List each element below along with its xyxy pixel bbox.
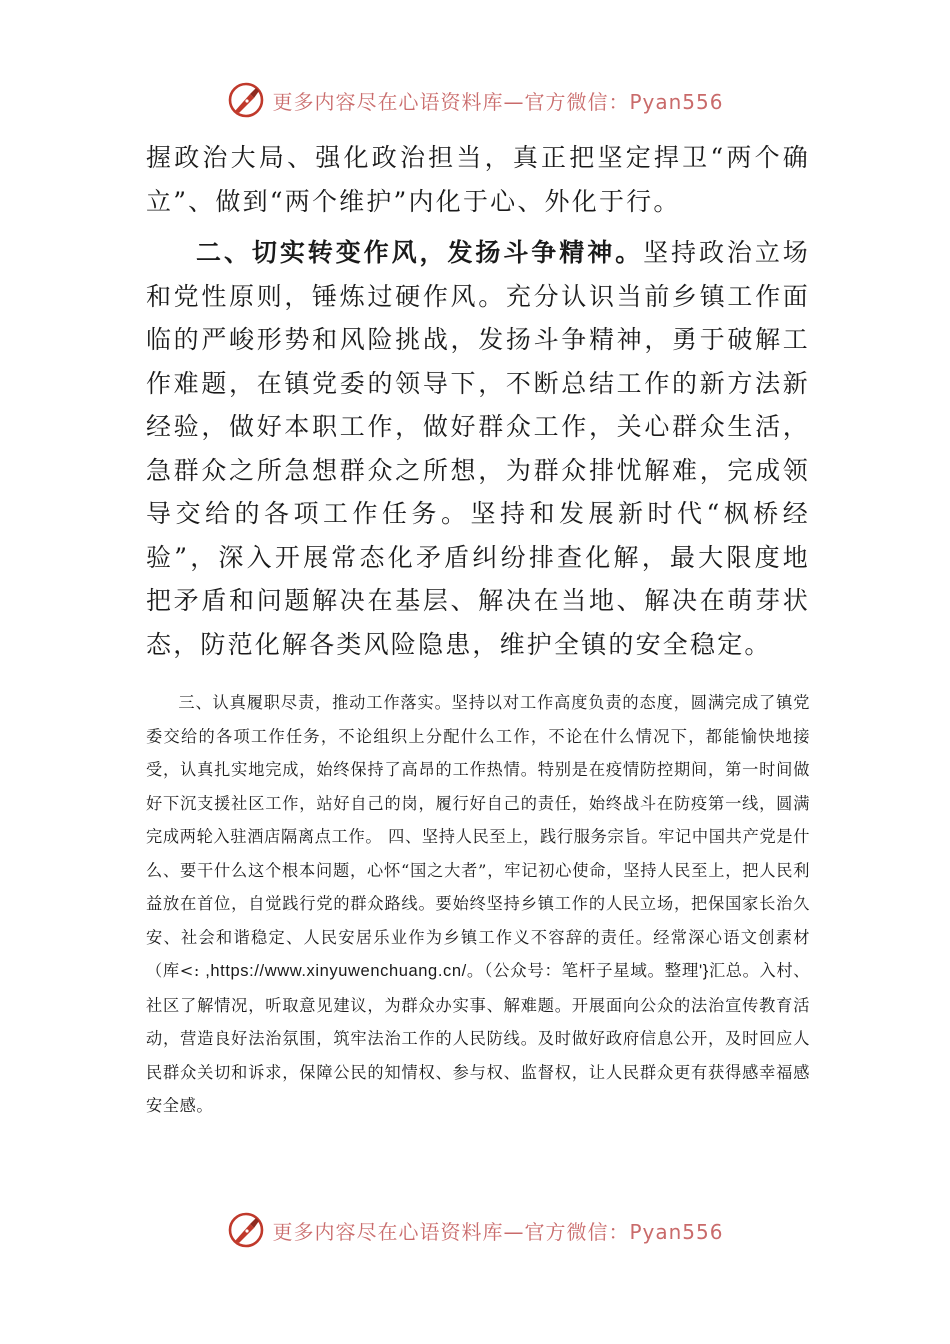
section-two-text: 坚持政治立场和党性原则，锤炼过硬作风。充分认识当前乡镇工作面临的严峻形势和风险挑战，发扬斗争精神，勇于破解工作难题，在镇党委的领导下，不断总结工作的新方法新经验，做好本职工作，做好群众工作，关心群众生活，急群众之所急想群众之所想，为群众排忧解难，完成领导交给的各项工作任务。坚持和发展新时代“枫桥经验”，深入开展常态化矛盾纠纷排查化解，最大限度地把矛盾和问题解决在基层、解决在当地、解决在萌芽状态，防范化解各类风险隐患，维护全镇的安全稳定。 [146, 238, 811, 659]
header-banner [0, 78, 950, 122]
paragraph-continuation: 握政治大局、强化政治担当，真正把坚定捍卫“两个确立”、做到“两个维护”内化于心、外化于行。 [146, 143, 810, 216]
footer-banner [0, 1208, 950, 1252]
pen-nib-logo-icon [226, 1210, 266, 1250]
document-body-small [146, 686, 810, 1123]
section-four-continued-text: 汇总。入村、社区了解情况，听取意见建议，为群众办实事、解难题。开展面向公众的法治宣传教育活动，营造良好法治氛围，筑牢法治工作的人民防线。及时做好政府信息公开，及时回应人民群众关切和诉求，保障公民的知情权、参与权、监督权，让人民群众更有获得感幸福感安全感。 [146, 961, 811, 1115]
section-three-four-text: 三、认真履职尽责，推动工作落实。坚持以对工作高度负责的态度，圆满完成了镇党委交给的各项工作任务，不论组织上分配什么工作，不论在什么情况下，都能愉快地接受，认真扎实地完成，始终保持了高昂的工作热情。特别是在疫情防控期间，第一时间做好下沉支援社区工作，站好自己的岗，履行好自己的责任，始终战斗在防疫第一线，圆满完成两轮入驻酒店隔离点工作。 四、坚持人民至上，践行服务宗旨。牢记中国共产党是什么、要干什么这个根本问题，心怀“国之大者”，牢记初心使命，坚持人民至上，把人民利益放在首位，自觉践行党的群众路线。要始终坚持乡镇工作的人民立场，把保国家长治久安、社会和谐稳定、人民安居乐业作为乡镇工作义不容辞的责任。经常深心语文创素材（库<: [146, 693, 810, 980]
section-two-heading: 二、切实转变作风，发扬斗争精神。 [196, 238, 644, 267]
paragraph-sections-three-four [146, 686, 810, 1123]
footer-banner-text: 更多内容尽在心语资料库—官方微信：Pyan556 [272, 1219, 724, 1244]
embedded-url-text: ,https://www.xinyuwenchuang.cn/。（公众号：笔杆子星域。整理'} [199, 962, 709, 980]
document-body-large [146, 136, 810, 666]
pen-nib-logo-icon [226, 80, 266, 120]
paragraph-section-two [146, 231, 810, 666]
header-banner-text: 更多内容尽在心语资料库—官方微信：Pyan556 [272, 89, 724, 114]
